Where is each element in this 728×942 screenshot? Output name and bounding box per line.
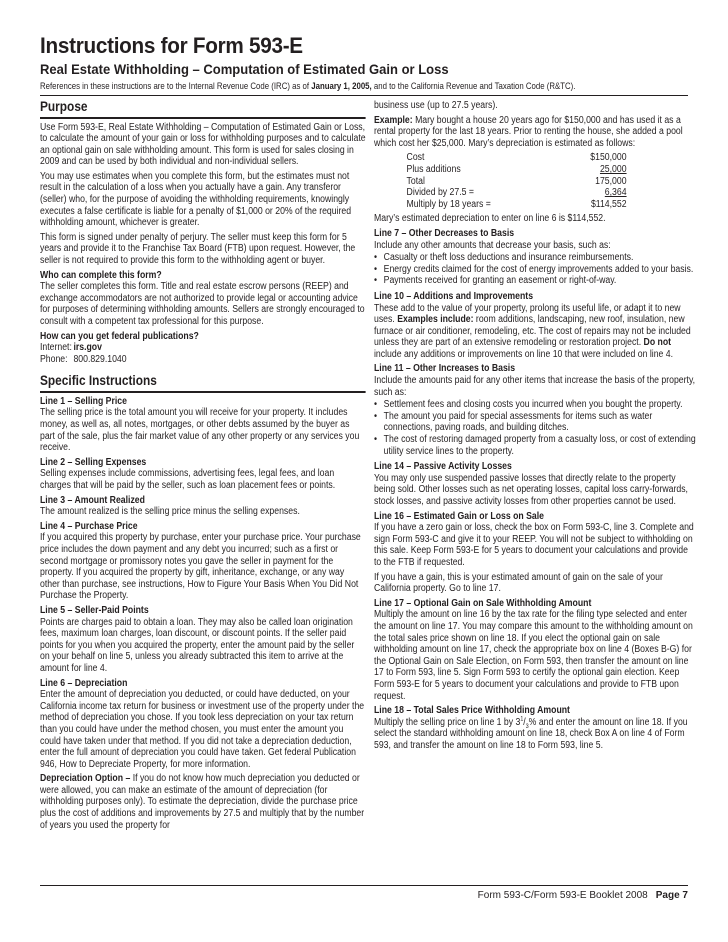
line7-text: Include any other amounts that decrease your basis, such as:: [374, 239, 611, 251]
page-subtitle: Real Estate Withholding – Computation of Estimated Gain or Loss: [40, 61, 449, 77]
line4-heading: Line 4 – Purchase Price: [40, 520, 138, 532]
phone-label: Phone:: [40, 353, 68, 365]
fraction-denominator: 3: [525, 723, 529, 730]
calc-value-underlined: 6,364: [604, 187, 627, 199]
line7-list: [374, 252, 696, 287]
depreciation-option-text: If you do not know how much depreciation you deducted or were allowed, you can make an estimate of the amount of depreciation (for withholding purposes only). To estimate the depreciation, divide the purchase price plus the cost of additions and improvements by 27.5 and multiply that by the number of years you used the property for: [40, 773, 365, 831]
internet-label: Internet:: [40, 342, 72, 354]
depreciation-option-heading: Depreciation Option –: [40, 773, 131, 785]
line11-heading: Line 11 – Other Increases to Basis: [374, 363, 516, 375]
calc-label: Multiply by 18 years =: [406, 198, 491, 210]
line18-text-b: % and enter the amount on line 18. If you select the standard withholding amount on line 18, check Box A on line 4 of Form 593, and transfer the amount on line 18 to Form 593, line 5.: [374, 716, 688, 751]
calc-label: Plus additions: [406, 163, 461, 175]
line18-text: [374, 717, 696, 752]
example-text: Mary bought a house 20 years ago for $150,000 and has used it as a rental property for the last 18 years. Prior to renting the house, she added a pool which cost her $25,000. Mary’s depreciation is estimated as follows:: [374, 114, 683, 149]
calc-value: $150,000: [590, 152, 627, 164]
header-divider: [40, 95, 688, 96]
internet-link[interactable]: irs.gov: [73, 342, 102, 354]
line5-text: Points are charges paid to obtain a loan. They may also be called loan origination fees, maximum loan charges, loan discount, or discount points. If the seller paid points for you when you acquired the property, enter the amount paid by the seller on your behalf on line 5, unless you already subtracted this item to arrive at the amount for line 4.: [40, 616, 355, 674]
line18-heading: Line 18 – Total Sales Price Withholding Amount: [374, 705, 570, 717]
fraction-slash: /: [523, 716, 526, 728]
list-item: • Casualty or theft loss deductions and insurance reimbursements.: [374, 252, 696, 264]
calc-value: $114,552: [590, 198, 627, 210]
list-item: • The cost of restoring damaged property from a casualty loss, or cost of extending utility service lines to the property.: [374, 434, 696, 457]
line6-text: Enter the amount of depreciation you deducted, or could have deducted, on your California income tax return for business or investment use of the property under the method of depreciation you chose. If you took less depreciation on your tax return than you could have under the method chosen, you must enter the amount you could have taken under that method. If you did not take a depreciation deduction, enter the full amount of depreciation you could have taken. Get federal Publication 946, How to Depreciate Property, for more information.: [40, 689, 365, 770]
line10-heading: Line 10 – Additions and Improvements: [374, 290, 534, 302]
line6-heading: Line 6 – Depreciation: [40, 677, 128, 689]
footer-divider: [40, 885, 688, 886]
section-divider: [40, 391, 366, 393]
references-date: January 1, 2005,: [311, 81, 372, 91]
line3-heading: Line 3 – Amount Realized: [40, 494, 145, 506]
line2-text: Selling expenses include commissions, advertising fees, legal fees, and loan charges that will be paid by the seller, such as loan placement fees or points.: [40, 468, 336, 492]
list-item: • Payments received for granting an easement or right-of-way.: [374, 275, 696, 287]
list-item: • The amount you paid for special assessments for items such as water connections, paving roads, and building ditches.: [374, 411, 696, 434]
line1-heading: Line 1 – Selling Price: [40, 395, 127, 407]
page-title: Instructions for Form 593-E: [40, 33, 303, 58]
line16-text-2: If you have a gain, this is your estimated amount of gain on the sale of your California property. Go to line 17.: [374, 571, 663, 595]
line10-examples-label: Examples include:: [397, 314, 474, 326]
example-label: Example:: [374, 114, 413, 126]
line16-heading: Line 16 – Estimated Gain or Loss on Sale: [374, 510, 544, 522]
purpose-paragraph-3: This form is signed under penalty of perjury. The seller must keep this form for 5 years and provide it to the Franchise Tax Board (FTB) upon request. However, the seller is not required to provide this form to the withholding agent or buyer.: [40, 231, 356, 267]
line17-text: Multiply the amount on line 16 by the tax rate for the filing type selected and enter the amount on line 17. You may compare this amount to the withholding amount on the total sales price shown on line 18. If you elect the optional gain on sale withholding amount on line 17, check the appropriate box on line 4 (Boxes B-G) for the Optional Gain on Sale Election, on Form 593, then transfer the amount on line 17 to Form 593, line 5. Sign Form 593 to certify the optional gain election. Keep Form 593-E for 5 years to document your calculations and provide to FTB upon request.: [374, 609, 693, 702]
line5-heading: Line 5 – Seller-Paid Points: [40, 604, 149, 616]
section-divider: [40, 117, 366, 119]
calc-label: Total: [406, 175, 425, 187]
line16-text-1: If you have a zero gain or loss, check the box on Form 593-C, line 3. Complete and sign Form 593-C and give it to your REEP. You will not be subject to withholding on this sale. Keep Form 593-E for 5 years to document your calculations and provide to the FTB if requested.: [374, 522, 694, 568]
line1-text: The selling price is the total amount you will receive for your property. It includes money, as well as, all notes, mortgages, or other debts assumed by the buyer as part of the sale, plus the fair market value of any other property or any services you receive.: [40, 407, 360, 454]
question-publications: How can you get federal publications?: [40, 330, 199, 342]
list-item: • Energy credits claimed for the cost of energy improvements added to your basis.: [374, 264, 696, 276]
line10-text-a: These add to the value of your property, prolong its useful life, or adapt it to new uses.: [374, 302, 681, 326]
calc-value: [556, 187, 626, 199]
depreciation-option: [40, 773, 366, 831]
calc-label: Cost: [406, 152, 425, 164]
specific-instructions-heading: Specific Instructions: [40, 373, 157, 389]
booklet-name: Form 593-C/Form 593-E Booklet 2008: [477, 890, 648, 901]
line11-text: Include the amounts paid for any other items that increase the basis of the property, such as:: [374, 375, 696, 398]
purpose-heading: Purpose: [40, 99, 88, 114]
line4-text: If you acquired this property by purchase, enter your purchase price. Your purchase price includes the down payment and any debt you incurred; such as a first or second mortgage or promissory notes you gave the seller in payment for the property. If you acquired the property by gift, inheritance, exchange, or any way other than purchase, see instructions, How to Figure Your Basis When You Did Not Purchase the Property.: [40, 532, 361, 602]
left-column: [40, 99, 366, 834]
calc-value-underlined: 25,000: [599, 163, 627, 175]
fraction-numerator: 1: [520, 716, 524, 723]
example-paragraph: [374, 115, 696, 150]
line11-list: [374, 399, 696, 457]
line10-text: [374, 303, 696, 361]
calc-row: [407, 164, 627, 176]
calc-row: [407, 152, 627, 164]
contact-phone: [40, 354, 366, 366]
calc-row: [407, 187, 627, 199]
mary-result: Mary’s estimated depreciation to enter on line 6 is $114,552.: [374, 213, 606, 225]
page-number: Page 7: [655, 890, 688, 901]
right-column: [374, 100, 696, 754]
phone-number: 800.829.1040: [73, 353, 127, 365]
line3-text: The amount realized is the selling price minus the selling expenses.: [40, 506, 300, 518]
calc-label: Divided by 27.5 =: [406, 187, 474, 199]
calc-row: [407, 176, 627, 188]
references-note: [40, 81, 575, 91]
references-text: References in these instructions are to the Internal Revenue Code (IRC) as of: [40, 81, 312, 91]
line7-heading: Line 7 – Other Decreases to Basis: [374, 227, 515, 239]
depreciation-calculation: [407, 152, 627, 210]
depreciation-continued: business use (up to 27.5 years).: [374, 100, 498, 111]
calc-value: [556, 164, 626, 176]
list-item: • Settlement fees and closing costs you incurred when you bought the property.: [374, 399, 696, 411]
calc-row: [407, 199, 627, 211]
line10-do-not: Do not: [643, 337, 672, 349]
line17-heading: Line 17 – Optional Gain on Sale Withholding Amount: [374, 597, 592, 609]
line18-text-a: Multiply the selling price on line 1 by 3: [374, 716, 521, 728]
references-text-end: and to the California Revenue and Taxation Code (R&TC).: [371, 81, 576, 91]
calc-value: 175,000: [595, 175, 627, 187]
purpose-paragraph-2: You may use estimates when you complete this form, but the estimates must not result in the calculation of a loss when you actually have a gain. Any transferor (seller) who, for the purpose of avoiding the withholding requirements, knowingly executes a false certificate is liable for a penalty of $1,000 or 20% of the required withholding amount, whichever is greater.: [40, 170, 352, 229]
contact-internet: [40, 342, 366, 354]
answer-who: The seller completes this form. Title and real estate escrow persons (REEP) and exchange accommodators are not authorized to provide legal or accounting advice for purposes of determining withholding amounts. Sellers are strongly encouraged to consult with a competent tax professional for this purpose.: [40, 281, 365, 327]
line10-text-c: include any additions or improvements on line 10 that were included on line 4.: [374, 348, 674, 360]
question-who: Who can complete this form?: [40, 269, 162, 281]
page-footer: [478, 890, 688, 901]
line14-heading: Line 14 – Passive Activity Losses: [374, 461, 512, 473]
line2-heading: Line 2 – Selling Expenses: [40, 456, 147, 468]
purpose-paragraph-1: Use Form 593-E, Real Estate Withholding – Computation of Estimated Gain or Loss, to calculate the amount of your gain or loss for withholding purposes and to calculate an optional gain on sale withholding amount. This form is used for sales closing in 2009 and can be used by both individual and non-individual sellers.: [40, 121, 366, 168]
line14-text: You may only use suspended passive losses that directly relate to the property being sold. Other losses such as net operating losses, capital loss carry-forwards, stock losses, and passive activity losses from other properties cannot be used.: [374, 472, 688, 507]
line10-text-b: room additions, landscaping, new roof, insulation, new furnace or air conditioner, remodeling, etc. The cost of repairs may not be included unless they are part of an extensive remodeling or restoration project.: [374, 314, 691, 349]
